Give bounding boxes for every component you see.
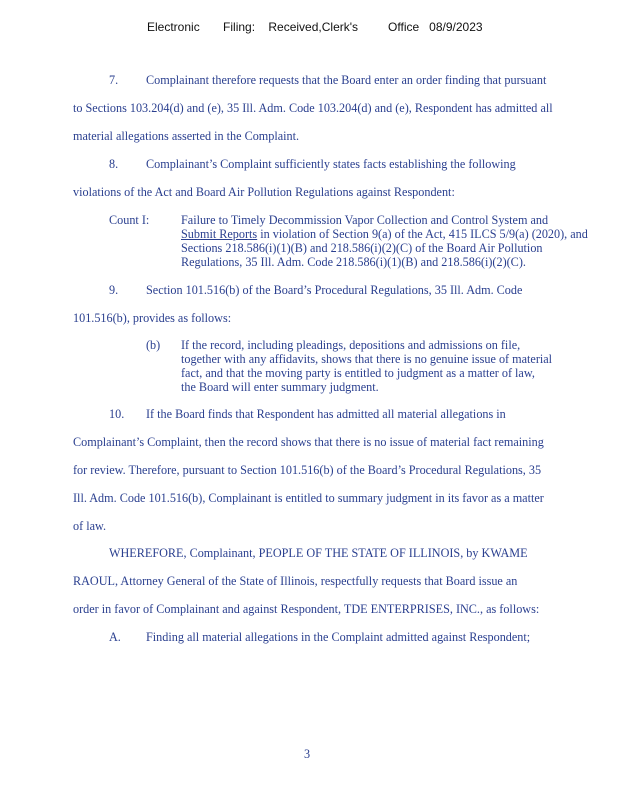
count-line-4: Regulations, 35 Ill. Adm. Code 218.586(i)(1)(B) and 218.586(i)(2)(C). <box>181 255 526 269</box>
wherefore-line-3: order in favor of Complainant and against Respondent, TDE ENTERPRISES, INC., as follows: <box>73 602 540 616</box>
paragraph-9-line-2: 101.516(b), provides as follows: <box>73 311 232 325</box>
paragraph-number-8: 8. <box>109 157 119 171</box>
paragraph-number-10: 10. <box>109 407 125 421</box>
paragraph-10-line-2: Complainant’s Complaint, then the record shows that there is no issue of material fact remaining <box>73 435 544 449</box>
count-label: Count I: <box>109 213 150 227</box>
paragraph-7-line-1: Complainant therefore requests that the Board enter an order finding that pursuant <box>146 73 547 87</box>
count-line-2-rest: in violation of Section 9(a) of the Act, 415 ILCS 5/9(a) (2020), and <box>257 227 588 241</box>
electronic-filing-header: Electronic Filing: Received,Clerk's Office 08/9/2023 <box>147 20 483 34</box>
count-line-2 <box>181 227 588 242</box>
paragraph-number-9: 9. <box>109 283 119 297</box>
paragraph-7-line-3: material allegations asserted in the Complaint. <box>73 129 300 143</box>
quote-line-1: If the record, including pleadings, depositions and admissions on file, <box>181 338 521 352</box>
paragraph-8-line-2: violations of the Act and Board Air Pollution Regulations against Respondent: <box>73 185 455 199</box>
quote-line-2: together with any affidavits, shows that there is no genuine issue of material <box>181 352 553 366</box>
count-line-1: Failure to Timely Decommission Vapor Collection and Control System and <box>181 213 549 227</box>
item-a-label: A. <box>109 630 121 644</box>
paragraph-7-line-2: to Sections 103.204(d) and (e), 35 Ill. Adm. Code 103.204(d) and (e), Respondent has admitted all <box>73 101 553 115</box>
quote-line-3: fact, and that the moving party is entitled to judgment as a matter of law, <box>181 366 535 380</box>
paragraph-number-7: 7. <box>109 73 119 87</box>
paragraph-10-line-4: Ill. Adm. Code 101.516(b), Complainant is entitled to summary judgment in its favor as a matter <box>73 491 544 505</box>
count-line-3: Sections 218.586(i)(1)(B) and 218.586(i)(2)(C) of the Board Air Pollution <box>181 241 543 255</box>
paragraph-10-line-1: If the Board finds that Respondent has admitted all material allegations in <box>146 407 506 421</box>
item-a-text: Finding all material allegations in the Complaint admitted against Respondent; <box>146 630 531 644</box>
submit-reports-underlined: Submit Reports <box>181 227 258 241</box>
paragraph-10-line-3: for review. Therefore, pursuant to Section 101.516(b) of the Board’s Procedural Regulations, 35 <box>73 463 542 477</box>
wherefore-line-2: RAOUL, Attorney General of the State of Illinois, respectfully requests that Board issue an <box>73 574 518 588</box>
paragraph-9-line-1: Section 101.516(b) of the Board’s Procedural Regulations, 35 Ill. Adm. Code <box>146 283 523 297</box>
wherefore-line-1: WHEREFORE, Complainant, PEOPLE OF THE STATE OF ILLINOIS, by KWAME <box>109 546 528 560</box>
paragraph-10-line-5: of law. <box>73 519 107 533</box>
quote-label: (b) <box>146 338 161 352</box>
page-number: 3 <box>304 747 311 761</box>
quote-line-4: the Board will enter summary judgment. <box>181 380 379 394</box>
paragraph-8-line-1: Complainant’s Complaint sufficiently states facts establishing the following <box>146 157 516 171</box>
